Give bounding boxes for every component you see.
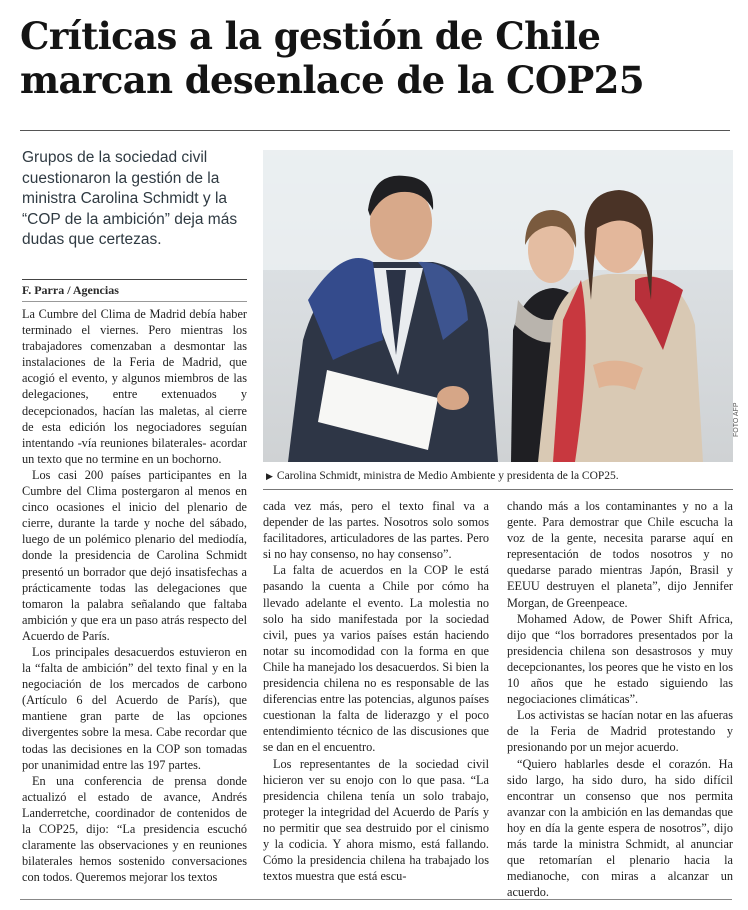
caption-divider [263,489,733,490]
headline-divider [20,130,730,131]
paragraph: La falta de acuerdos en la COP le está pasando la cuenta a Chile por cómo ha llevado adelante el evento. La molestia no solo ha sido manifestada por la sociedad civil, pues ya varios países están haciendo notar su incomodidad con la forma en que Chile ha manejado los desacuerdos. Si bien la presidencia chilena no es responsable de las diferencias entre las potencias, algunos países cuestionan la falta de liderazgo y el poco entendimiento técnico de las discusiones que se dan en el encuentro. [263,563,489,755]
paragraph: Los casi 200 países participantes en la Cumbre del Clima postergaron al menos en cinco ocasiones el inicio del plenario de cierre, durante la tarde y noche del sábado, luego de un polémico plenario del mediodía, donde la presidencia de Carolina Schmidt presentó un borrador que dejó insatisfechas a prácticamente todas las delegaciones que tomaron la palabra señalando que faltaba ambición y que era un paso atrás respecto del Acuerdo de París. [22,467,247,643]
photo-illustration [263,150,733,462]
byline-divider-top [22,279,247,280]
caption-arrow-icon: ▶ [266,471,273,481]
photo-caption [266,470,736,482]
photo-credit: FOTO AFP [733,402,740,437]
byline-divider-bottom [22,301,247,302]
paragraph: Los representantes de la sociedad civil hicieron ver su enojo con lo que pasa. “La presidencia chilena tenía un solo trabajo, proteger la integridad del Acuerdo de París y no permitir que sea destruido por el cinismo y la codicia. Y ahora mismo, está fallando. Cómo la presidencia chilena ha trabajado los textos muestra que está escu- [263,756,489,884]
paragraph: “Quiero hablarles desde el corazón. Ha sido largo, ha sido duro, ha sido difícil encontrar un consenso que nos permita avanzar con la ambición en las demandas que hoy en día la gente espera de nosotros”, dijo más tarde la ministra Schmidt, al anunciar que retomarían el plenario hacia la medianoche, con miras a alcanzar un acuerdo. [507,756,733,900]
photo-caption-text: Carolina Schmidt, ministra de Medio Ambiente y presidenta de la COP25. [276,470,619,482]
paragraph: chando más a los contaminantes y no a la gente. Para demostrar que Chile escucha la voz de la gente, necesita pararse aquí en representación de todos nosotros y no quedarse parado mientras Japón, Brasil y EEUU destruyen el planeta”, dijo Jennifer Morgan, de Greenpeace. [507,499,733,610]
byline: F. Parra / Agencias [22,283,119,297]
news-photo [263,150,733,462]
paragraph: cada vez más, pero el texto final va a depender de las partes. Nosotros solo somos facilitadores, articuladores de las partes. Pero si no hay consenso, no hay consenso”. [263,499,489,562]
paragraph: Mohamed Adow, de Power Shift Africa, dijo que “los borradores presentados por la presidencia chilena son desastrosos y muy decepcionantes, los peores que he visto en los 10 años que he estado siguiendo las negociaciones climáticas”. [507,611,733,707]
page-bottom-divider [20,899,732,900]
paragraph: En una conferencia de prensa donde actualizó el estado de avance, Andrés Landerretche, coordinador de contenidos de la COP25, dijo: “La presidencia escuchó claramente las observaciones y en reuniones bilaterales hemos sostenido conversaciones con todos. Queremos mejorar los textos [22,773,247,885]
headline: Críticas a la gestión de Chile marcan desenlace de la COP25 [20,14,644,102]
lede-summary: Grupos de la sociedad civil cuestionaron la gestión de la ministra Carolina Schmidt y la “COP de la ambición” deja más dudas que certezas. [22,149,238,248]
paragraph: La Cumbre del Clima de Madrid debía haber terminado el viernes. Pero mientras los trabajadores comenzaban a desmontar las instalaciones de la Feria de Madrid, que acogió el evento, y algunos miembros de las delegaciones, entre extenuados y decepcionados, hacían las maletas, al cierre de esta edición los negociadores seguían intentando -vía reuniones bilaterales- acordar un texto que no termine en un bochorno. [22,307,247,466]
paragraph: Los activistas se hacían notar en las afueras de la Feria de Madrid protestando y presionando por un mejor acuerdo. [507,708,733,755]
article-column-2 [263,498,489,888]
article-column-3 [507,498,733,900]
article-column-1 [22,306,247,886]
paragraph: Los principales desacuerdos estuvieron en la “falta de ambición” del texto final y en la negociación de los mercados de carbono (Artículo 6 del Acuerdo de París), que mantiene gran parte de las opciones divergentes sobre la mesa. Cabe recordar que todas las decisiones en la COP son tomadas por unanimidad entre las 197 partes. [22,644,247,772]
